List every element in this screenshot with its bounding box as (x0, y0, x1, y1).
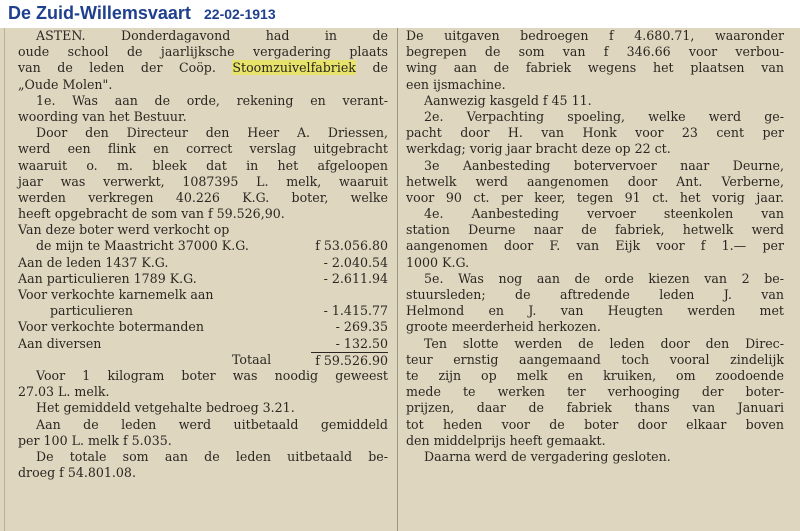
text-fragment: van de leden der Coöp. (18, 60, 216, 76)
text-line: 5e. Was nog aan de orde kiezen van 2 be- (424, 270, 784, 286)
ledger-label: particulieren (50, 303, 133, 319)
ledger-row (18, 238, 388, 254)
text-line: droeg f 54.801.08. (18, 465, 136, 481)
text-line: Door den Directeur den Heer A. Driessen, (36, 125, 388, 141)
ledger-amount: - 269.35 (335, 319, 388, 335)
text-line: 3e Aanbesteding botervervoer naar Deurne, (424, 157, 784, 173)
ledger-amount: - 2.040.54 (323, 254, 388, 270)
text-line: Van deze boter werd verkocht op (18, 222, 230, 238)
text-line: mede te werken ter verhooging der boter- (406, 384, 784, 400)
text-line: oude school de jaarlijksche vergadering plaats (18, 44, 388, 60)
text-line: 1e. Was aan de orde, rekening en verant- (36, 92, 388, 108)
text-line: werd een flink en correct verslag uitgebracht (18, 141, 388, 157)
text-line: begrepen de som van f 346.66 voor verbou- (406, 44, 784, 60)
text-line: Het gemiddeld vetgehalte bedroeg 3.21. (36, 400, 295, 416)
ledger-row (18, 271, 388, 287)
text-line: teur ernstig aangemaand toch vooral zindelijk (406, 351, 784, 367)
text-line: heeft opgebracht de som van f 59.526,90. (18, 206, 285, 222)
ledger-label: Voor verkochte karnemelk aan (18, 287, 214, 302)
ledger-row (18, 255, 388, 271)
text-line: station Deurne naar de fabriek, hetwelk werd (406, 222, 784, 238)
text-line: Ten slotte werden de leden door den Direc- (424, 335, 784, 351)
ledger-row (18, 319, 388, 335)
ledger-row (18, 336, 388, 352)
ledger-row (18, 287, 388, 303)
ledger-label: Aan particulieren 1789 K.G. (18, 270, 197, 286)
text-line: Helmond en J. van Heugten werden met (406, 303, 784, 319)
text-line: wing aan de fabriek wegens het plaatsen van (406, 60, 784, 76)
text-line: 1000 K.G. (406, 254, 470, 270)
text-line: aangenomen door F. van Eijk voor f 1.— per (406, 238, 784, 254)
ledger-row (18, 303, 388, 319)
left-edge-rule (4, 28, 5, 531)
text-line: den middelprijs heeft gemaakt. (406, 432, 606, 448)
text-line: 27.03 L. melk. (18, 384, 110, 400)
text-line: woording van het Bestuur. (18, 108, 187, 124)
text-line: Voor 1 kilogram boter was noodig geweest (36, 367, 388, 383)
ledger-label: Aan de leden 1437 K.G. (18, 254, 169, 270)
text-line: „Oude Molen". (18, 76, 113, 92)
ledger-label: de mijn te Maastricht 37000 K.G. (36, 238, 249, 254)
ledger-amount: - 2.611.94 (323, 270, 388, 286)
ledger-total-row (18, 352, 388, 368)
ledger-total-label: Totaal (232, 351, 272, 367)
text-line (18, 60, 388, 76)
newspaper-clipping (0, 28, 800, 531)
column-divider (397, 28, 398, 531)
newspaper-title: De Zuid-Willemsvaart (8, 3, 191, 23)
ledger-total-amount: f 59.526.90 (311, 352, 388, 368)
text-line: De uitgaven bedroegen f 4.680.71, waaronder (406, 28, 784, 43)
text-line: 4e. Aanbesteding vervoer steenkolen van (424, 206, 784, 222)
publication-date: 22-02-1913 (204, 6, 276, 22)
highlighted-word: Stoomzuivelfabriek (232, 60, 356, 76)
text-line: te zijn op melk en kruiken, om zoodoende (406, 367, 784, 383)
text-line: stuursleden; de aftredende leden J. van (406, 287, 784, 302)
left-column (18, 28, 388, 481)
text-line: waaruit o. m. bleek dat in het afgeloopen (18, 157, 388, 173)
text-fragment: de (355, 60, 388, 76)
text-line: per 100 L. melk f 5.035. (18, 432, 172, 448)
masthead (0, 0, 800, 28)
right-column (406, 28, 784, 465)
text-line: tot heden voor de boter door elkaar boven (406, 416, 784, 432)
text-line: werden verkregen 40.226 K.G. boter, welke (18, 189, 388, 205)
text-line: ASTEN. Donderdagavond had in de (36, 28, 388, 43)
text-line: Daarna werd de vergadering gesloten. (424, 448, 671, 464)
ledger-amount: - 1.415.77 (323, 303, 388, 319)
text-line: een ijsmachine. (406, 76, 506, 92)
text-line: Aanwezig kasgeld f 45 11. (424, 92, 592, 108)
ledger-label: Voor verkochte botermanden (18, 319, 204, 335)
text-line: prijzen, daar de fabriek thans van Januari (406, 400, 784, 416)
text-line: groote meerderheid herkozen. (406, 319, 601, 335)
text-line: 2e. Verpachting spoeling, welke werd ge- (424, 108, 784, 124)
ledger-label: Aan diversen (18, 335, 102, 351)
ledger-amount: - 132.50 (335, 335, 388, 351)
text-line: voor 90 ct. per keer, tegen 91 ct. het vorig jaar. (406, 189, 784, 205)
ledger-amount: f 53.056.80 (315, 238, 388, 254)
text-line: jaar was verwerkt, 1087395 L. melk, waaruit (18, 173, 388, 189)
text-line: pacht door H. van Honk voor 23 cent per (406, 125, 784, 141)
text-line: hetwelk werd aangenomen door Ant. Verberne, (406, 173, 784, 189)
text-line: Aan de leden werd uitbetaald gemiddeld (36, 416, 388, 432)
text-line: werkdag; vorig jaar bracht deze op 22 ct. (406, 141, 671, 157)
text-line: De totale som aan de leden uitbetaald be- (36, 448, 388, 464)
